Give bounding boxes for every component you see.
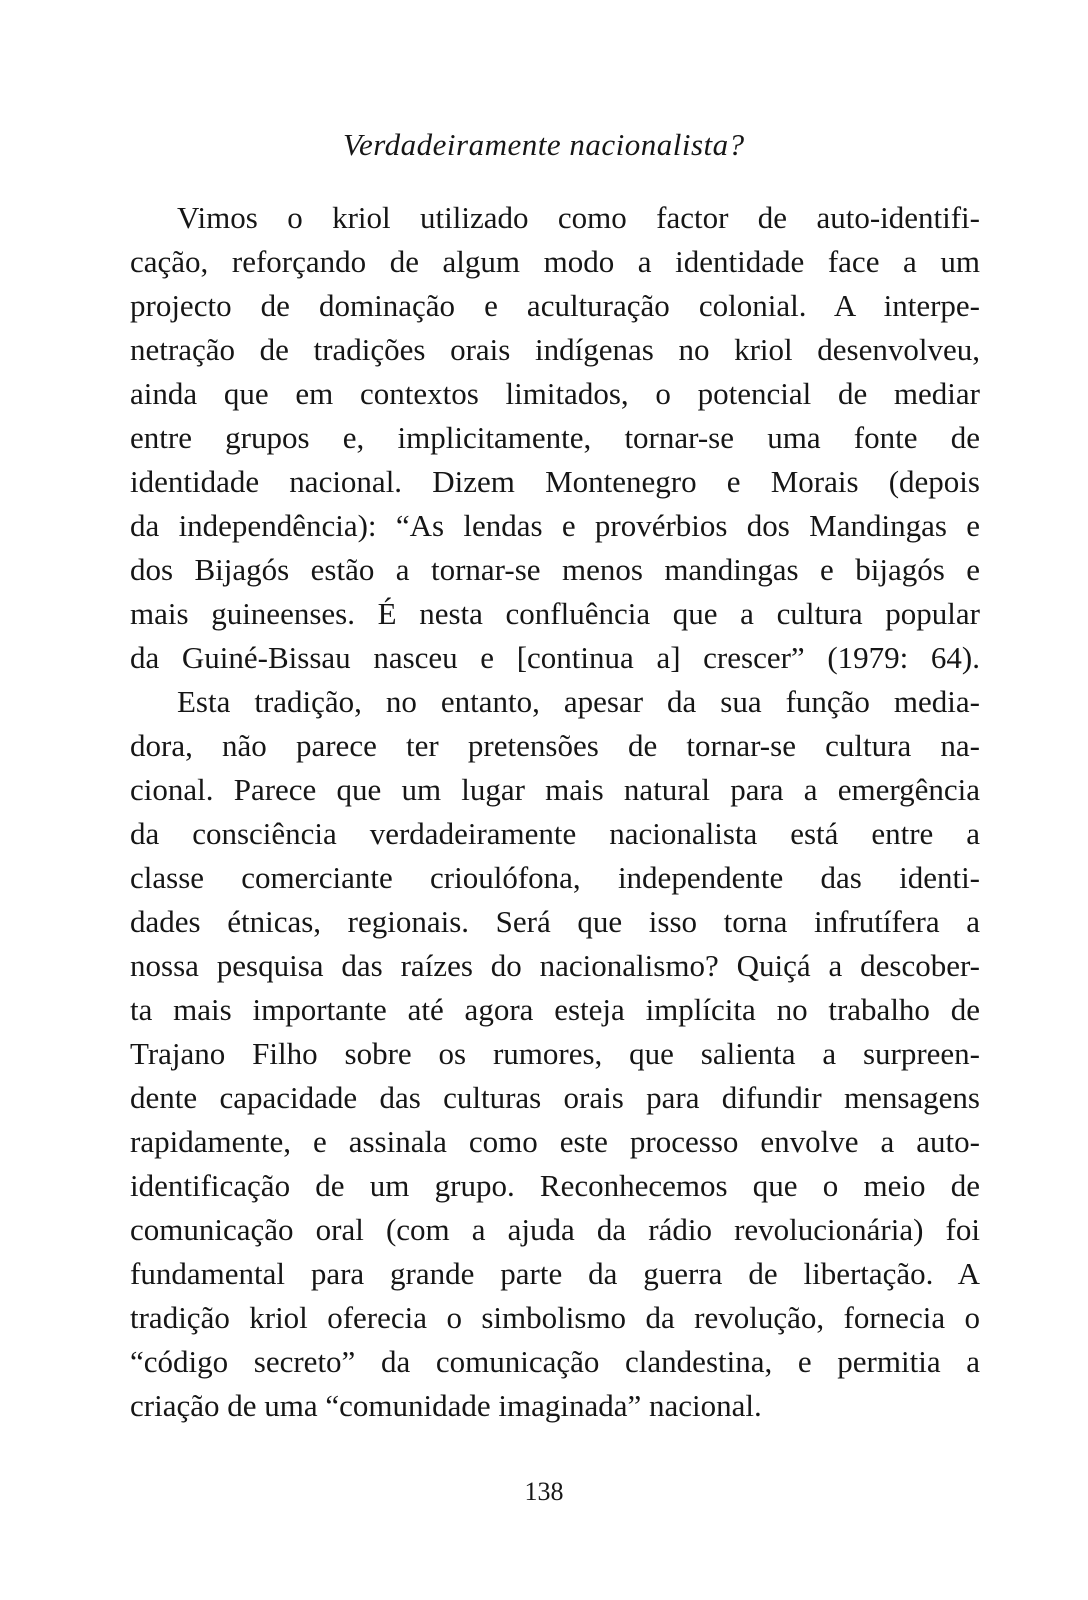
text-line: cação, reforçando de algum modo a identidade face a um xyxy=(130,244,980,279)
text-line: entre grupos e, implicitamente, tornar-se uma fonte de xyxy=(130,420,980,455)
text-line: dos Bijagós estão a tornar-se menos mandingas e bijagós e xyxy=(130,552,980,587)
body-text xyxy=(130,196,980,1428)
text-line: da independência): “As lendas e provérbios dos Mandingas e xyxy=(130,508,980,543)
text-line: ta mais importante até agora esteja implícita no trabalho de xyxy=(130,992,980,1027)
text-line: projecto de dominação e aculturação colonial. A interpe- xyxy=(130,288,980,323)
text-line: mais guineenses. É nesta confluência que a cultura popular xyxy=(130,596,980,631)
text-line: “código secreto” da comunicação clandestina, e permitia a xyxy=(130,1344,980,1379)
text-line: identidade nacional. Dizem Montenegro e Morais (depois xyxy=(130,464,980,499)
text-line: netração de tradições orais indígenas no kriol desenvolveu, xyxy=(130,332,980,367)
text-line: identificação de um grupo. Reconhecemos que o meio de xyxy=(130,1168,980,1203)
text-line: da Guiné-Bissau nasceu e [continua a] crescer” (1979: 64). xyxy=(130,640,980,675)
text-line: dades étnicas, regionais. Será que isso torna infrutífera a xyxy=(130,904,980,939)
page-number: 138 xyxy=(524,1477,564,1506)
text-line: classe comerciante crioulófona, independente das identi- xyxy=(130,860,980,895)
text-line: Vimos o kriol utilizado como factor de auto-identifi- xyxy=(177,200,980,235)
paragraph-2 xyxy=(130,680,980,1428)
section-title: Verdadeiramente nacionalista? xyxy=(343,127,745,162)
text-line: dora, não parece ter pretensões de tornar-se cultura na- xyxy=(130,728,980,763)
paragraph-1 xyxy=(130,196,980,680)
text-line: tradição kriol oferecia o simbolismo da revolução, fornecia o xyxy=(130,1300,980,1335)
text-line: da consciência verdadeiramente nacionalista está entre a xyxy=(130,816,980,851)
text-line: dente capacidade das culturas orais para difundir mensagens xyxy=(130,1080,980,1115)
text-line: fundamental para grande parte da guerra de libertação. A xyxy=(130,1256,980,1291)
text-line: rapidamente, e assinala como este processo envolve a auto- xyxy=(130,1124,980,1159)
text-line: ainda que em contextos limitados, o potencial de mediar xyxy=(130,376,980,411)
text-line: nossa pesquisa das raízes do nacionalismo? Quiçá a descober- xyxy=(130,948,980,983)
text-line: criação de uma “comunidade imaginada” nacional. xyxy=(130,1388,762,1423)
text-line: Trajano Filho sobre os rumores, que salienta a surpreen- xyxy=(130,1036,980,1071)
text-line: cional. Parece que um lugar mais natural para a emergência xyxy=(130,772,980,807)
text-line: comunicação oral (com a ajuda da rádio revolucionária) foi xyxy=(130,1212,980,1247)
text-line: Esta tradição, no entanto, apesar da sua função media- xyxy=(177,684,980,719)
